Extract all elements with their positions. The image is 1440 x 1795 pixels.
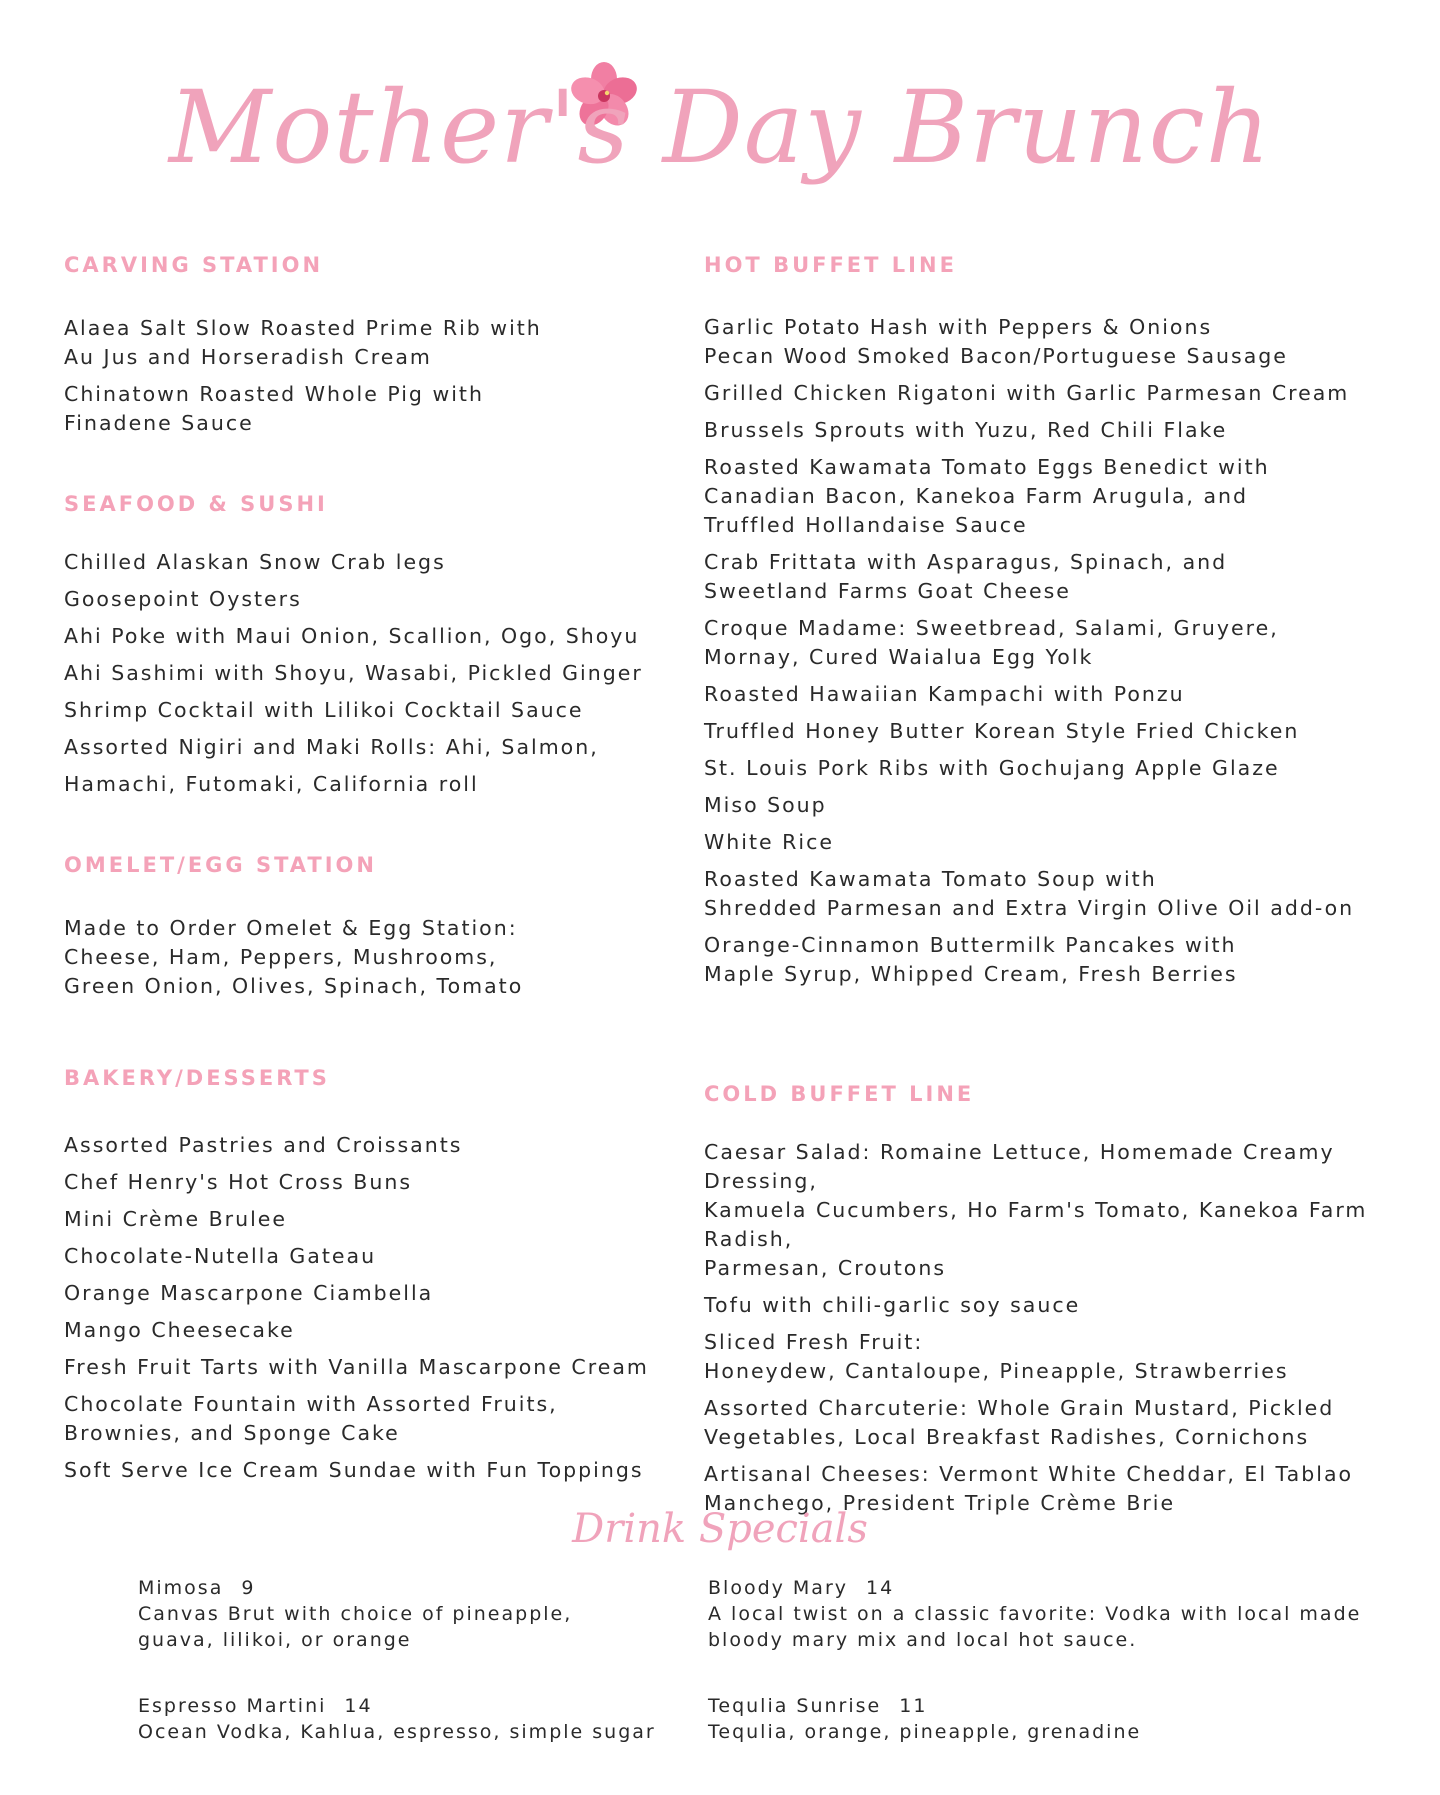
bakery-desserts-heading: BAKERY/DESSERTS xyxy=(64,1066,330,1090)
list-item: Soft Serve Ice Cream Sundae with Fun Toppings xyxy=(64,1458,644,1482)
list-item: Alaea Salt Slow Roasted Prime Rib with Au Jus and Horseradish Cream xyxy=(64,316,542,369)
list-item: Miso Soup xyxy=(704,793,827,817)
drink-price: 14 xyxy=(344,1695,373,1717)
drink-name: Espresso Martini xyxy=(138,1695,327,1717)
list-item: Crab Frittata with Asparagus, Spinach, and Sweetland Farms Goat Cheese xyxy=(704,550,1228,603)
list-item: Mini Crème Brulee xyxy=(64,1207,287,1231)
drink-item-tequila-sunrise xyxy=(708,1693,1408,1745)
drink-description: Canvas Brut with choice of pineapple, guava, lilikoi, or orange xyxy=(138,1603,573,1651)
list-item: Goosepoint Oysters xyxy=(64,587,302,611)
cold-buffet-items xyxy=(704,1138,1424,1526)
cold-buffet-heading: COLD BUFFET LINE xyxy=(704,1082,975,1106)
list-item: Artisanal Cheeses: Vermont White Cheddar, El Tablao Manchego, President Triple Crème Brie xyxy=(704,1462,1354,1515)
drink-item-espresso-martini xyxy=(138,1693,698,1745)
drink-name: Tequlia Sunrise xyxy=(708,1695,882,1717)
list-item: Assorted Pastries and Croissants xyxy=(64,1133,463,1157)
drink-description: Tequlia, orange, pineapple, grenadine xyxy=(708,1721,1142,1743)
list-item: Garlic Potato Hash with Peppers & Onions Pecan Wood Smoked Bacon/Portuguese Sausage xyxy=(704,315,1288,368)
list-item: Fresh Fruit Tarts with Vanilla Mascarpone Cream xyxy=(64,1355,649,1379)
omelet-station-items xyxy=(64,914,684,1009)
list-item: St. Louis Pork Ribs with Gochujang Apple Glaze xyxy=(704,756,1280,780)
list-item: Caesar Salad: Romaine Lettuce, Homemade Creamy Dressing, Kamuela Cucumbers, Ho Farm's Tomato, Kanekoa Farm Radish, Parmesan, Croutons xyxy=(704,1140,1368,1280)
list-item: Shrimp Cocktail with Lilikoi Cocktail Sauce xyxy=(64,698,584,722)
drink-price: 11 xyxy=(899,1695,928,1717)
list-item: Orange-Cinnamon Buttermilk Pancakes with Maple Syrup, Whipped Cream, Fresh Berries xyxy=(704,933,1238,986)
list-item: Brussels Sprouts with Yuzu, Red Chili Flake xyxy=(704,418,1228,442)
list-item: Made to Order Omelet & Egg Station: Cheese, Ham, Peppers, Mushrooms, Green Onion, Olives, Spinach, Tomato xyxy=(64,916,524,998)
carving-station-items xyxy=(64,314,684,446)
list-item: Tofu with chili-garlic soy sauce xyxy=(704,1293,1081,1317)
drink-name: Mimosa xyxy=(138,1577,224,1599)
drink-description: A local twist on a classic favorite: Vodka with local made bloody mary mix and local hot sauce. xyxy=(708,1603,1362,1651)
list-item: Chilled Alaskan Snow Crab legs xyxy=(64,550,446,574)
list-item: White Rice xyxy=(704,830,834,854)
list-item: Sliced Fresh Fruit: Honeydew, Cantaloupe, Pineapple, Strawberries xyxy=(704,1330,1289,1383)
list-item: Roasted Kawamata Tomato Soup with Shredded Parmesan and Extra Virgin Olive Oil add-on xyxy=(704,867,1355,920)
omelet-station-heading: OMELET/EGG STATION xyxy=(64,853,377,877)
list-item: Hamachi, Futomaki, California roll xyxy=(64,772,479,796)
list-item: Chinatown Roasted Whole Pig with Finadene Sauce xyxy=(64,382,484,435)
drink-item-bloody-mary xyxy=(708,1575,1408,1653)
drink-name: Bloody Mary xyxy=(708,1577,848,1599)
list-item: Chef Henry's Hot Cross Buns xyxy=(64,1170,413,1194)
list-item: Assorted Nigiri and Maki Rolls: Ahi, Salmon, xyxy=(64,735,599,759)
hot-buffet-items xyxy=(704,313,1424,997)
list-item: Ahi Sashimi with Shoyu, Wasabi, Pickled Ginger xyxy=(64,661,643,685)
bakery-desserts-items xyxy=(64,1131,684,1493)
drink-price: 9 xyxy=(241,1577,256,1599)
list-item: Truffled Honey Butter Korean Style Fried Chicken xyxy=(704,719,1300,743)
drink-item-mimosa xyxy=(138,1575,678,1653)
list-item: Croque Madame: Sweetbread, Salami, Gruyere, Mornay, Cured Waialua Egg Yolk xyxy=(704,616,1279,669)
list-item: Chocolate Fountain with Assorted Fruits, Brownies, and Sponge Cake xyxy=(64,1392,558,1445)
seafood-sushi-items xyxy=(64,548,684,807)
list-item: Mango Cheesecake xyxy=(64,1318,295,1342)
list-item: Roasted Hawaiian Kampachi with Ponzu xyxy=(704,682,1185,706)
page-title: Mother's Day Brunch xyxy=(168,69,1272,186)
list-item: Orange Mascarpone Ciambella xyxy=(64,1281,434,1305)
seafood-sushi-heading: SEAFOOD & SUSHI xyxy=(64,492,328,516)
list-item: Grilled Chicken Rigatoni with Garlic Parmesan Cream xyxy=(704,381,1350,405)
drink-specials-title: Drink Specials xyxy=(572,1506,868,1552)
list-item: Ahi Poke with Maui Onion, Scallion, Ogo, Shoyu xyxy=(64,624,640,648)
drink-description: Ocean Vodka, Kahlua, espresso, simple sugar xyxy=(138,1721,656,1743)
drink-price: 14 xyxy=(866,1577,895,1599)
list-item: Assorted Charcuterie: Whole Grain Mustard, Pickled Vegetables, Local Breakfast Radishes, Cornichons xyxy=(704,1396,1335,1449)
list-item: Chocolate-Nutella Gateau xyxy=(64,1244,377,1268)
carving-station-heading: CARVING STATION xyxy=(64,253,324,277)
hot-buffet-heading: HOT BUFFET LINE xyxy=(704,253,957,277)
list-item: Roasted Kawamata Tomato Eggs Benedict with Canadian Bacon, Kanekoa Farm Arugula, and Truffled Hollandaise Sauce xyxy=(704,455,1270,537)
